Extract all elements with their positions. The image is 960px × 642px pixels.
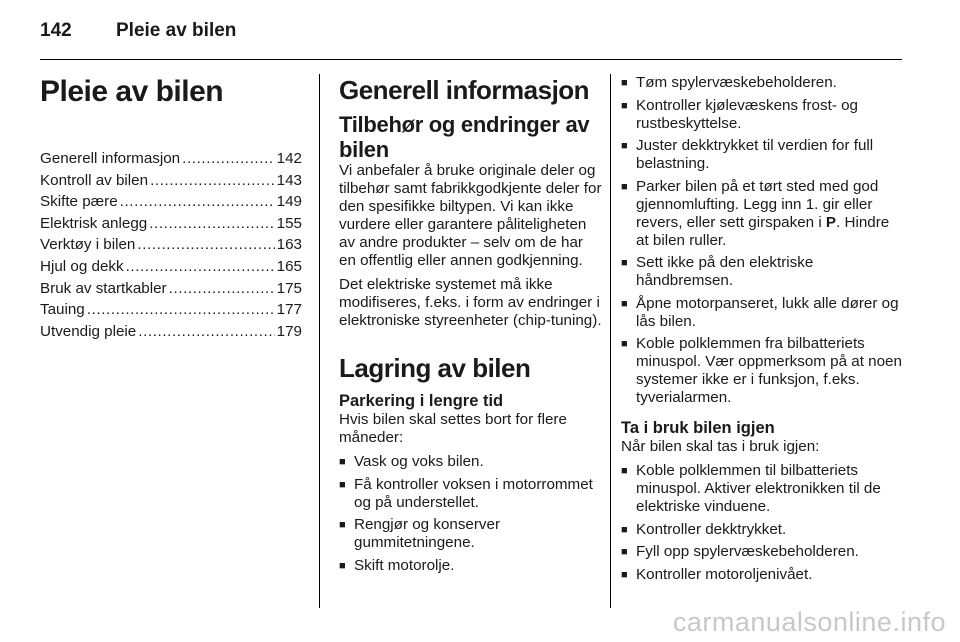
toc-leader-dots	[182, 150, 275, 168]
bullet-icon: ■	[339, 456, 346, 468]
subheading-accessories: Tilbehør og endringer av bilen	[339, 112, 590, 162]
list-item: ■ Parker bilen på et tørt sted med god gjennomlufting. Legg inn 1. gir eller revers, eller sett girspaken i P. Hindre at bilen ruller.	[621, 177, 890, 249]
toc-entry[interactable]	[40, 258, 302, 280]
toc-entry-label: Skifte pære	[40, 193, 118, 211]
toc-entry-label: Generell informasjon	[40, 150, 181, 167]
list-item: ■ Kontroller motoroljenivået.	[621, 565, 813, 583]
subheading-reactivate: Ta i bruk bilen igjen	[621, 419, 775, 437]
bullet-icon: ■	[621, 297, 628, 310]
toc-entry-page: 179	[276, 322, 302, 340]
toc-entry-page: 177	[276, 301, 302, 319]
list-item: ■ Juster dekktrykket til verdien for full belastning.	[621, 137, 874, 172]
toc-entry[interactable]	[40, 236, 302, 258]
toc-column	[40, 74, 302, 344]
chapter-title: Pleie av bilen	[40, 75, 224, 108]
bullet-icon: ■	[621, 465, 628, 477]
toc-entry-page: 149	[276, 193, 302, 211]
paragraph-reactivate: Når bilen skal tas i bruk igjen:	[621, 438, 820, 455]
toc-entry[interactable]	[40, 215, 302, 237]
toc-entry[interactable]	[40, 301, 302, 323]
toc-leader-dots	[120, 193, 275, 211]
toc-entry-label: Verktøy i bilen	[40, 236, 136, 254]
toc-entry-page: 143	[276, 171, 302, 189]
list-item: ■ Koble polklemmen fra bilbatteriets minuspol. Vær oppmerksom på at noen systemer ikke er i funksjon, f.eks. tyverialarmen.	[621, 335, 902, 406]
section-heading-general: Generell informasjon	[339, 75, 590, 105]
bullet-icon: ■	[621, 523, 628, 536]
toc-entry[interactable]	[40, 150, 302, 172]
toc-entry-label: Tauing	[40, 301, 85, 319]
toc-entry[interactable]	[40, 172, 302, 194]
list-item: ■ Åpne motorpanseret, lukk alle dører og lås bilen.	[621, 294, 899, 330]
toc-entry-page: 165	[276, 257, 302, 275]
main-column	[339, 74, 603, 579]
bullet-icon: ■	[621, 140, 628, 152]
toc-entry-label: Utvendig pleie	[40, 322, 137, 340]
column-divider-2	[610, 74, 611, 608]
list-item: ■ Rengjør og konserver gummitetningene.	[339, 516, 501, 551]
toc-leader-dots	[87, 301, 275, 319]
list-item: ■ Vask og voks bilen.	[339, 453, 484, 470]
toc-leader-dots	[169, 280, 275, 298]
bullet-icon: ■	[621, 257, 628, 269]
list-item: ■ Sett ikke på den elektriske håndbremsen.	[621, 254, 814, 289]
header-rule	[40, 59, 902, 60]
paragraph-accessories: Vi anbefaler å bruke originale deler og tilbehør samt fabrikkgodkjente deler for den spesifikke biltypen. Vi kan ikke vurdere eller garantere påliteligheten av andre produkter – selv om de har en offentlig eller annen godkjenning.	[339, 162, 602, 269]
bullet-icon: ■	[621, 546, 628, 558]
bullet-icon: ■	[339, 478, 346, 491]
paragraph-electrical: Det elektriske systemet må ikke modifiseres, f.eks. i form av endringer i elektroniske styreenheter (chip-tuning).	[339, 276, 602, 329]
bullet-icon: ■	[621, 77, 628, 89]
toc-entry[interactable]	[40, 193, 302, 215]
subheading-parking: Parkering i lengre tid	[339, 392, 504, 410]
bullet-icon: ■	[621, 99, 628, 112]
table-of-contents	[40, 150, 302, 344]
bullet-icon: ■	[621, 180, 628, 193]
bullet-icon: ■	[621, 338, 628, 350]
toc-entry-page: 142	[276, 150, 302, 167]
list-item: ■ Skift motorolje.	[339, 556, 455, 574]
list-item: ■ Få kontroller voksen i motorrommet og på understellet.	[339, 475, 593, 511]
list-item: ■ Kontroller kjølevæskens frost- og rustbeskyttelse.	[621, 96, 858, 132]
toc-leader-dots	[150, 172, 275, 190]
bullet-icon: ■	[339, 559, 346, 572]
toc-entry-label: Hjul og dekk	[40, 257, 124, 275]
toc-entry[interactable]	[40, 323, 302, 345]
page-number: 142	[40, 20, 72, 41]
toc-entry[interactable]	[40, 280, 302, 302]
reactivate-bullet-list	[621, 462, 903, 584]
page-header	[40, 20, 236, 44]
column-divider-1	[319, 74, 320, 608]
storage-bullet-list-cont	[621, 74, 903, 407]
watermark: carmanualsonline.info	[672, 607, 946, 637]
toc-leader-dots	[137, 236, 274, 254]
list-item: ■ Kontroller dekktrykket.	[621, 520, 787, 538]
right-column	[621, 74, 903, 588]
toc-leader-dots	[138, 323, 274, 341]
list-item: ■ Koble polklemmen til bilbatteriets minuspol. Aktiver elektronikken til de elektriske vinduene.	[621, 462, 881, 515]
storage-bullet-list	[339, 453, 603, 575]
toc-entry-page: 163	[276, 236, 302, 254]
toc-entry-label: Elektrisk anlegg	[40, 214, 148, 232]
section-heading-storage: Lagring av bilen	[339, 353, 531, 383]
running-title: Pleie av bilen	[116, 20, 237, 41]
bullet-icon: ■	[339, 519, 346, 531]
list-item: ■ Tøm spylervæskebeholderen.	[621, 74, 837, 91]
list-item: ■ Fyll opp spylervæskebeholderen.	[621, 543, 859, 560]
paragraph-parking: Hvis bilen skal settes bort for flere måneder:	[339, 411, 567, 446]
toc-entry-label: Kontroll av bilen	[40, 171, 149, 189]
toc-entry-label: Bruk av startkabler	[40, 279, 167, 297]
toc-entry-page: 155	[276, 214, 302, 232]
toc-leader-dots	[149, 215, 274, 233]
toc-leader-dots	[126, 258, 275, 276]
bullet-icon: ■	[621, 568, 628, 581]
toc-entry-page: 175	[276, 279, 302, 297]
